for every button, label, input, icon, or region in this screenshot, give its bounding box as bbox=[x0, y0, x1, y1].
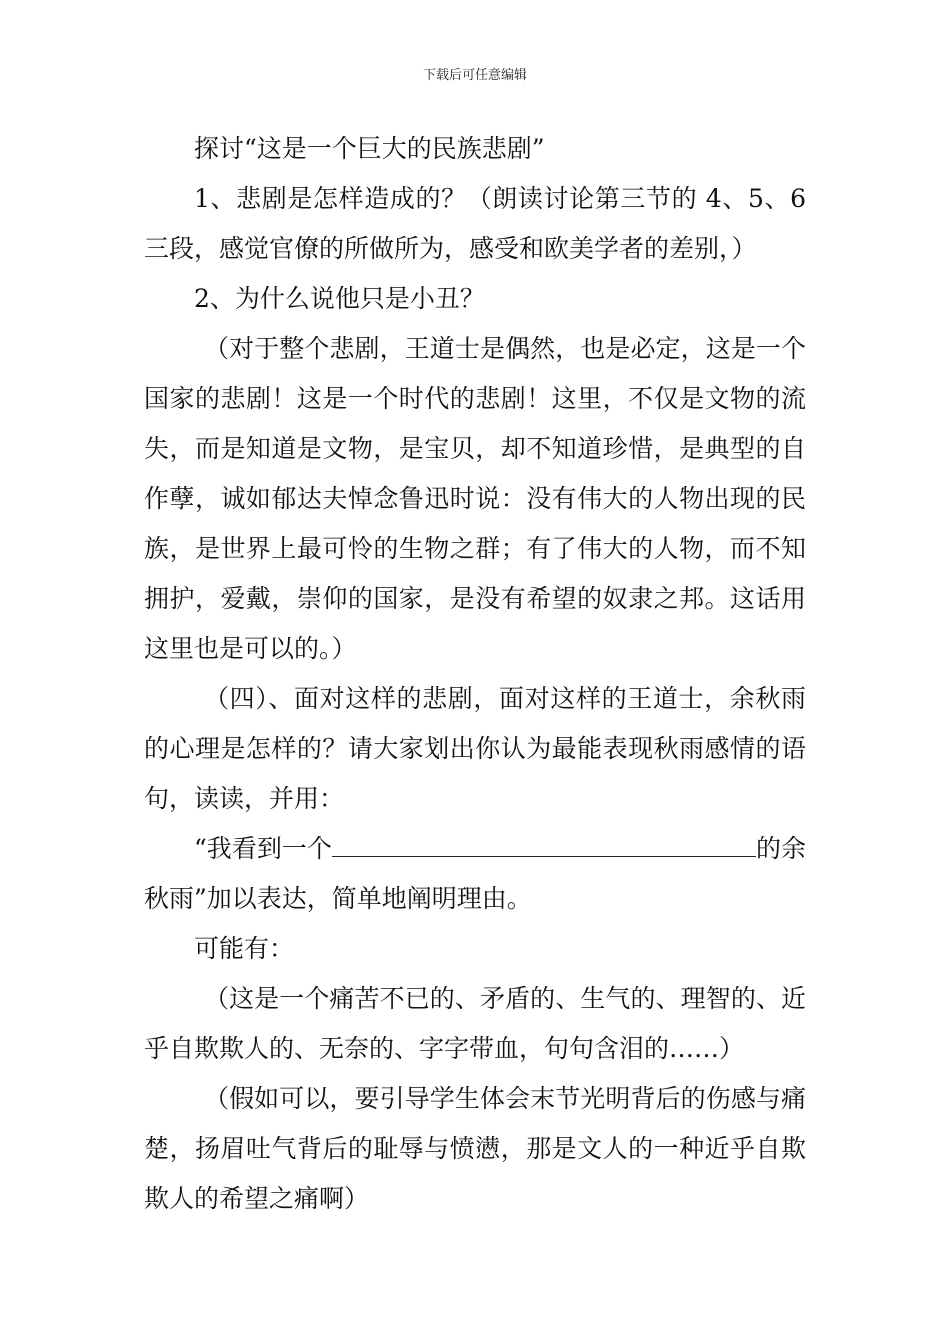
document-body bbox=[144, 124, 806, 1224]
question-2: 2、为什么说他只是小丑？ bbox=[194, 284, 485, 313]
fill-in-prefix: “我看到一个 bbox=[194, 834, 332, 863]
fill-in-sentence bbox=[144, 824, 806, 924]
question-1: 1、悲剧是怎样造成的？（朗读讨论第三节的 4、5、6 三段，感觉官僚的所做所为，感受和欧美学者的差别，） bbox=[144, 184, 806, 263]
page-header: 下载后可任意编辑 bbox=[422, 68, 527, 83]
fill-in-suffix: 的余秋雨”加以表达，简单地阐明理由。 bbox=[144, 834, 806, 913]
fill-in-blank bbox=[332, 830, 756, 857]
possible-answers: （这是一个痛苦不已的、矛盾的、生气的、理智的、近乎自欺欺人的、无奈的、字字带血，句句含泪的……） bbox=[144, 984, 806, 1063]
possible-answers-label: 可能有： bbox=[194, 934, 295, 963]
section-four: （四）、面对这样的悲剧，面对这样的王道士，余秋雨的心理是怎样的？请大家划出你认为最能表现秋雨感情的语句，读读，并用： bbox=[144, 684, 806, 813]
teaching-note: （假如可以，要引导学生体会末节光明背后的伤感与痛楚，扬眉吐气背后的耻辱与愤懑，那是文人的一种近乎自欺欺人的希望之痛啊） bbox=[144, 1084, 806, 1213]
section-heading: 探讨“这是一个巨大的民族悲剧” bbox=[194, 134, 545, 163]
answer-2: （对于整个悲剧，王道士是偶然，也是必定，这是一个国家的悲剧！这是一个时代的悲剧！这里，不仅是文物的流失，而是知道是文物，是宝贝，却不知道珍惜，是典型的自作孽，诚如郁达夫悼念鲁迅时说：没有伟大的人物出现的民族，是世界上最可怜的生物之群；有了伟大的人物，而不知拥护，爱戴，崇仰的国家，是没有希望的奴隶之邦。这话用这里也是可以的。） bbox=[144, 334, 806, 663]
